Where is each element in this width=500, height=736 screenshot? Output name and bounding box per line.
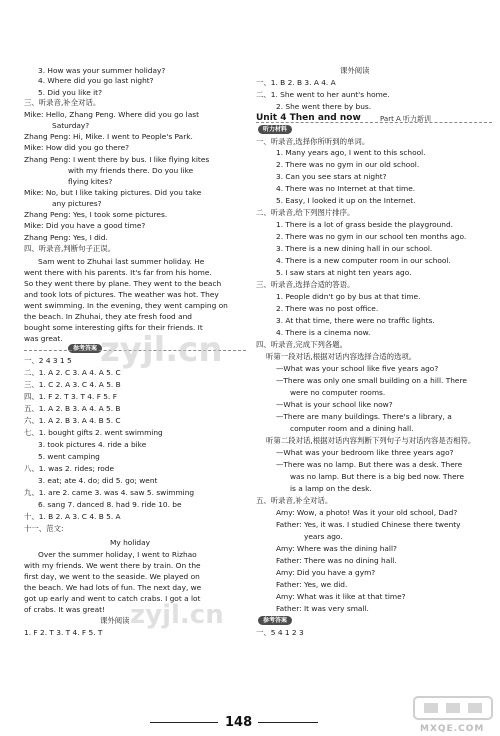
- left-line: Zhang Peng: Yes, I did.: [24, 233, 108, 242]
- right-line: 一、5 4 1 2 3: [256, 628, 304, 637]
- page-line-right: [258, 722, 318, 723]
- section-divider: [256, 122, 492, 123]
- left-line: 十、1. B 2. A 3. C 4. B 5. A: [24, 512, 121, 521]
- right-line: Amy: What was it like at that time?: [276, 592, 406, 601]
- answer-key-tag-left: 参考答案: [68, 344, 102, 353]
- left-line: 三、1. C 2. A 3. C 4. A 5. B: [24, 380, 121, 389]
- left-line: 三、听录音,补全对话。: [24, 98, 101, 107]
- listening-material-tag: 听力材料: [258, 125, 292, 134]
- left-line: Mike: Hello, Zhang Peng. Where did you go last: [24, 110, 199, 119]
- left-line: the beach. In Zhuhai, they ate fresh food and: [24, 312, 192, 321]
- left-line: 5. Did you like it?: [38, 88, 103, 97]
- right-line: 4. There was no Internet at that time.: [276, 184, 416, 193]
- left-line: 4. Where did you go last night?: [38, 76, 154, 85]
- left-line: 八、1. was 2. rides; rode: [24, 464, 115, 473]
- left-line: Saturday?: [52, 121, 90, 130]
- left-line: 5. went camping: [38, 452, 100, 461]
- left-line: 3. eat; ate 4. do; did 5. go; went: [38, 476, 158, 485]
- left-line: 3. took pictures 4. ride a bike: [38, 440, 147, 449]
- right-line: 二、1. She went to her aunt's home.: [256, 90, 390, 99]
- left-line: 六、1. A 2. B 3. A 4. B 5. C: [24, 416, 121, 425]
- right-line: 3. Can you see stars at night?: [276, 172, 387, 181]
- left-line: Mike: Did you have a good time?: [24, 221, 146, 230]
- right-line: Amy: Did you have a gym?: [276, 568, 376, 577]
- right-line: —There are many buildings. There's a library, a: [276, 412, 452, 421]
- right-line: 2. There was no gym in our school ten months ago.: [276, 232, 467, 241]
- right-line: 5. Easy, I looked it up on the Internet.: [276, 196, 416, 205]
- left-line: 四、听录音,判断句子正误。: [24, 244, 116, 253]
- left-line: Zhang Peng: I went there by bus. I like flying kites: [24, 155, 210, 164]
- left-line: was great.: [24, 334, 63, 343]
- right-line: 4. There is a cinema now.: [276, 328, 371, 337]
- right-line: Amy: Wow, a photo! Was it your old school, Dad?: [276, 508, 458, 517]
- right-line: 1. There is a lot of grass beside the playground.: [276, 220, 454, 229]
- right-line: 5. I saw stars at night ten years ago.: [276, 268, 412, 277]
- left-line: 七、1. bought gifts 2. went swimming: [24, 428, 163, 437]
- right-line: 一、听录音,选择你所听到的单词。: [256, 137, 370, 146]
- left-line: So they went there by plane. They went to the beach: [24, 279, 222, 288]
- right-line: —What is your school like now?: [276, 400, 393, 409]
- right-line: 1. People didn't go by bus at that time.: [276, 292, 421, 301]
- left-line: went swimming. In the evening, they went camping on: [24, 301, 228, 310]
- left-line: Zhang Peng: Yes, I took some pictures.: [24, 210, 168, 219]
- site-logo-text: MXQE.COM: [420, 724, 485, 734]
- left-line: My holiday: [110, 538, 151, 547]
- right-line: 二、听录音,给下列图片排序。: [256, 208, 355, 217]
- left-line: and took lots of pictures. The weather was hot. They: [24, 290, 219, 299]
- page-number: 148: [225, 715, 253, 730]
- right-line: 四、听录音,完成下列各题。: [256, 340, 348, 349]
- right-line: —What was your bedroom like three years ago?: [276, 448, 454, 457]
- unit-part: Part A 听力新训: [380, 115, 432, 123]
- left-line: the beach. We had lots of fun. The next day, we: [24, 583, 202, 592]
- left-line: 十一、范文:: [24, 524, 64, 533]
- left-line: with my friends there. Do you like: [68, 166, 194, 175]
- left-line: 九、1. are 2. came 3. was 4. saw 5. swimming: [24, 488, 195, 497]
- left-line: any pictures?: [52, 199, 102, 208]
- left-line: 二、1. A 2. C 3. A 4. A 5. C: [24, 368, 121, 377]
- left-line: Sam went to Zhuhai last summer holiday. He: [38, 257, 205, 266]
- left-line: 3. How was your summer holiday?: [38, 66, 166, 75]
- watermark: zyjl.cn: [100, 330, 223, 370]
- right-line: 五、听录音,补全对话。: [256, 496, 333, 505]
- right-line: 1. Many years ago, I went to this school.: [276, 148, 426, 157]
- left-line: 四、1. F 2. T 3. T 4. F 5. F: [24, 392, 117, 401]
- left-line: 一、2 4 3 1 5: [24, 356, 72, 365]
- unit-title: Unit 4 Then and now: [256, 113, 361, 123]
- left-line: of crabs. It was great!: [24, 605, 106, 614]
- left-line: flying kites?: [68, 177, 113, 186]
- right-line: is a lamp on the desk.: [290, 484, 372, 493]
- left-line: with my friends. We went there by train. On the: [24, 561, 201, 570]
- left-line: Zhang Peng: Hi, Mike. I went to People's Park.: [24, 132, 193, 141]
- right-line: —There was no lamp. But there was a desk. There: [276, 460, 463, 469]
- left-line: Over the summer holiday, I went to Rizhao: [38, 550, 197, 559]
- right-line: 听第一段对话,根据对话内容选择合适的选项。: [266, 352, 417, 361]
- right-line: Father: Yes, it was. I studied Chinese there twenty: [276, 520, 461, 529]
- right-line: 2. She went there by bus.: [276, 102, 372, 111]
- right-line: years ago.: [304, 532, 343, 541]
- right-line: 课外阅读: [340, 66, 370, 75]
- right-line: 3. At that time, there were no traffic lights.: [276, 316, 435, 325]
- right-line: —There was only one small building on a hill. There: [276, 376, 467, 385]
- right-line: Father: There was no dining hall.: [276, 556, 397, 565]
- right-line: Father: It was very small.: [276, 604, 369, 613]
- right-line: Amy: Where was the dining hall?: [276, 544, 397, 553]
- left-line: Mike: How did you go there?: [24, 143, 130, 152]
- right-line: 3. There is a new dining hall in our school.: [276, 244, 433, 253]
- right-line: computer room and a dining hall.: [290, 424, 414, 433]
- right-line: Father: Yes, we did.: [276, 580, 348, 589]
- answer-key-tag-right: 参考答案: [258, 616, 292, 625]
- left-line: 五、1. A 2. B 3. A 4. A 5. B: [24, 404, 121, 413]
- right-line: was no lamp. But there is a big bed now. There: [290, 472, 465, 481]
- right-line: 2. There was no post office.: [276, 304, 379, 313]
- right-line: 4. There is a new computer room in our school.: [276, 256, 451, 265]
- right-line: 三、听录音,选择合适的答语。: [256, 280, 355, 289]
- watermark-2: zyjl.cn: [130, 600, 224, 630]
- left-line: 1. F 2. T 3. T 4. F 5. T: [24, 628, 103, 637]
- right-line: were no computer rooms.: [290, 388, 386, 397]
- left-line: bought some interesting gifts for their friends. It: [24, 323, 203, 332]
- right-line: 2. There was no gym in our old school.: [276, 160, 420, 169]
- left-line: got up early and went to catch crabs. I got a lot: [24, 594, 201, 603]
- left-line: 6. sang 7. danced 8. had 9. ride 10. be: [38, 500, 182, 509]
- left-line: Mike: No, but I like taking pictures. Did you take: [24, 188, 202, 197]
- right-line: —What was your school like five years ago?: [276, 364, 439, 373]
- left-line: first day, we went to the seaside. We played on: [24, 572, 200, 581]
- right-line: 听第二段对话,根据对话内容判断下列句子与对话内容是否相符。: [266, 436, 476, 445]
- page-line-left: [150, 722, 218, 723]
- left-line: 课外阅读: [100, 616, 130, 625]
- left-line: went there with his parents. It's far from his home.: [24, 268, 212, 277]
- right-line: 一、1. B 2. B 3. A 4. A: [256, 78, 336, 87]
